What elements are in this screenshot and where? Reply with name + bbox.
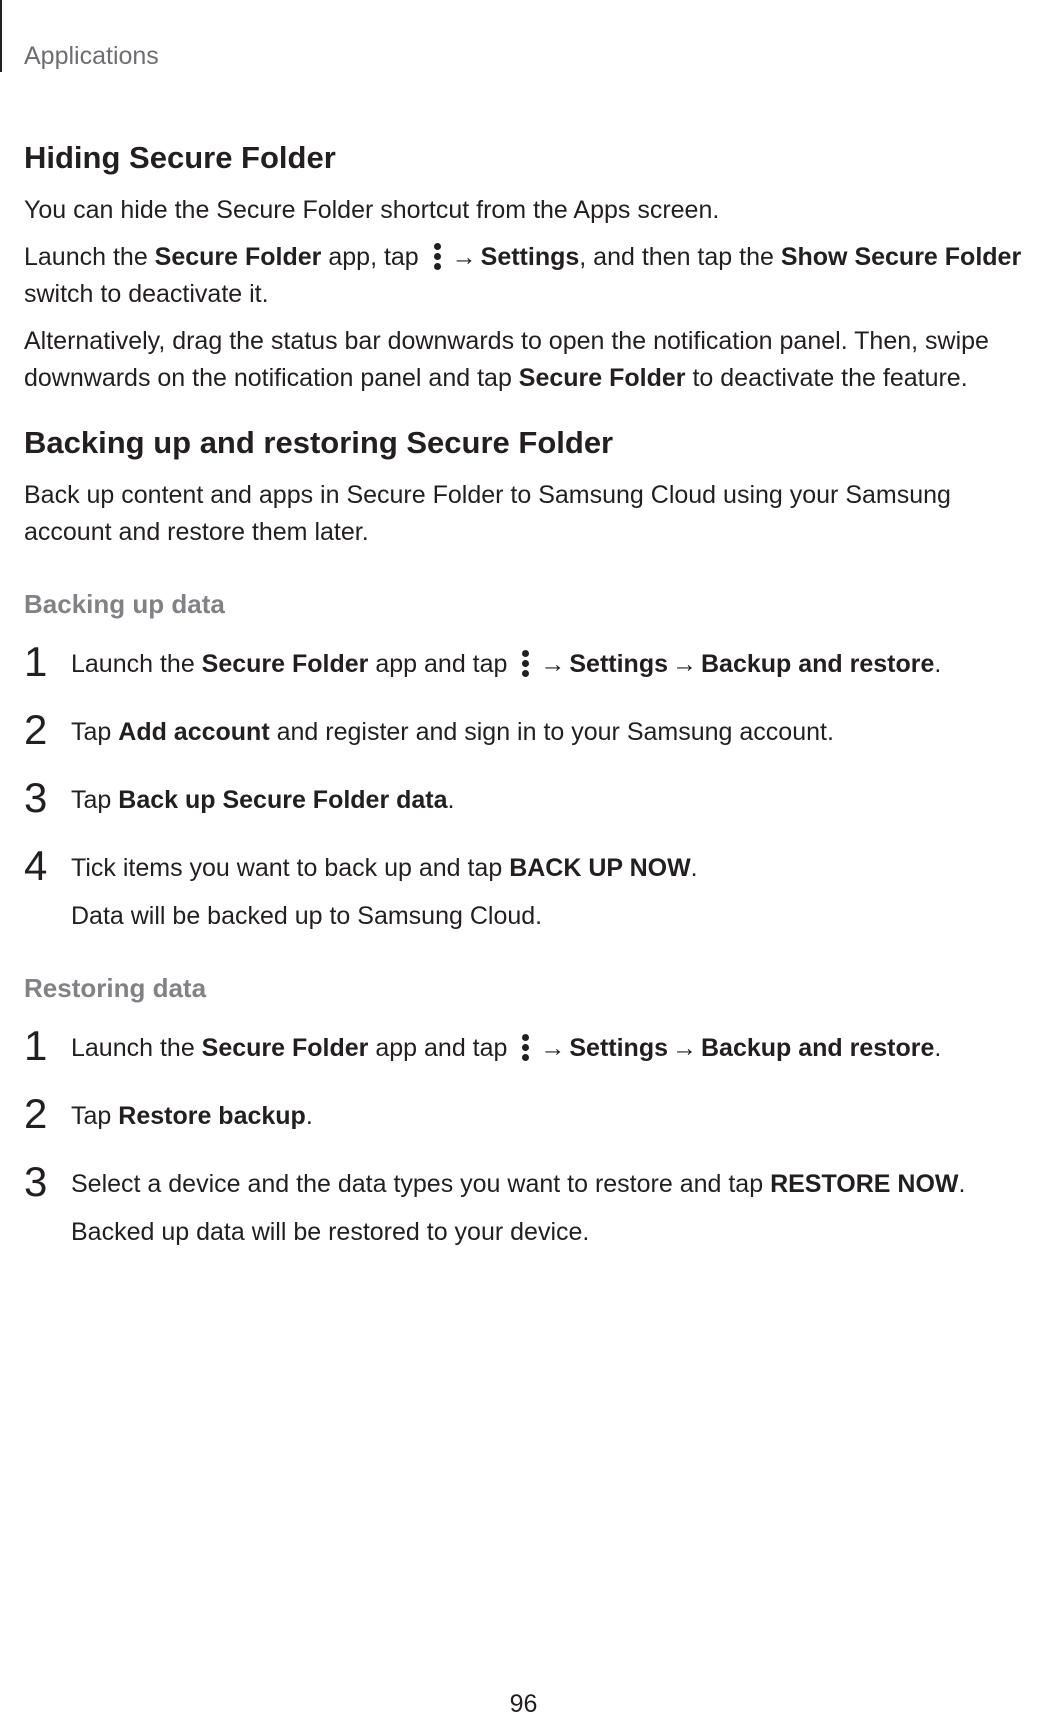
backing-step-1 xyxy=(24,638,1024,685)
step-text: Tap Add account and register and sign in to your Samsung account. xyxy=(71,718,834,746)
step-note: Data will be backed up to Samsung Cloud. xyxy=(71,902,543,930)
step-number: 4 xyxy=(24,842,48,889)
step-number: 2 xyxy=(24,706,48,753)
more-options-icon xyxy=(432,243,442,271)
page-content xyxy=(24,140,1024,1278)
step-number: 1 xyxy=(24,1022,48,1069)
section-label: Applications xyxy=(24,42,159,70)
step-text: Select a device and the data types you want to restore and tap RESTORE NOW. xyxy=(71,1170,966,1198)
more-options-icon xyxy=(520,1034,530,1062)
heading-backing-up-data: Backing up data xyxy=(24,589,225,619)
hiding-paragraph-2: Launch the Secure Folder app, tap → Settings, and then tap the Show Secure Folder switch to deactivate it. xyxy=(24,243,1022,308)
step-number: 1 xyxy=(24,638,48,685)
backing-step-2 xyxy=(24,706,1024,753)
page-number: 96 xyxy=(509,1690,538,1718)
step-number: 3 xyxy=(24,774,48,821)
restoring-step-1 xyxy=(24,1022,1024,1069)
heading-hiding-secure-folder: Hiding Secure Folder xyxy=(24,140,336,175)
restoring-step-2 xyxy=(24,1090,1024,1137)
more-options-icon xyxy=(520,650,530,678)
hiding-paragraph-1: You can hide the Secure Folder shortcut from the Apps screen. xyxy=(24,196,720,224)
heading-restoring-data: Restoring data xyxy=(24,973,207,1003)
backing-step-4 xyxy=(24,842,1024,935)
step-number: 2 xyxy=(24,1090,48,1137)
heading-backup-restore: Backing up and restoring Secure Folder xyxy=(24,425,614,460)
top-rule xyxy=(0,0,2,72)
restoring-step-3 xyxy=(24,1158,1024,1251)
step-text: Tap Back up Secure Folder data. xyxy=(71,786,455,814)
hiding-paragraph-3: Alternatively, drag the status bar downwards to open the notification panel. Then, swipe downwards on the notification panel and tap Secure Folder to deactivate the feature. xyxy=(24,327,989,392)
step-number: 3 xyxy=(24,1158,48,1205)
step-text: Tap Restore backup. xyxy=(71,1102,313,1130)
step-text: Launch the Secure Folder app and tap → Settings → Backup and restore. xyxy=(71,650,942,678)
backup-intro: Back up content and apps in Secure Folder to Samsung Cloud using your Samsung account and restore them later. xyxy=(24,481,951,546)
step-text: Launch the Secure Folder app and tap → Settings → Backup and restore. xyxy=(71,1034,942,1062)
step-note: Backed up data will be restored to your device. xyxy=(71,1218,590,1246)
step-text: Tick items you want to back up and tap BACK UP NOW. xyxy=(71,854,698,882)
backing-step-3 xyxy=(24,774,1024,821)
